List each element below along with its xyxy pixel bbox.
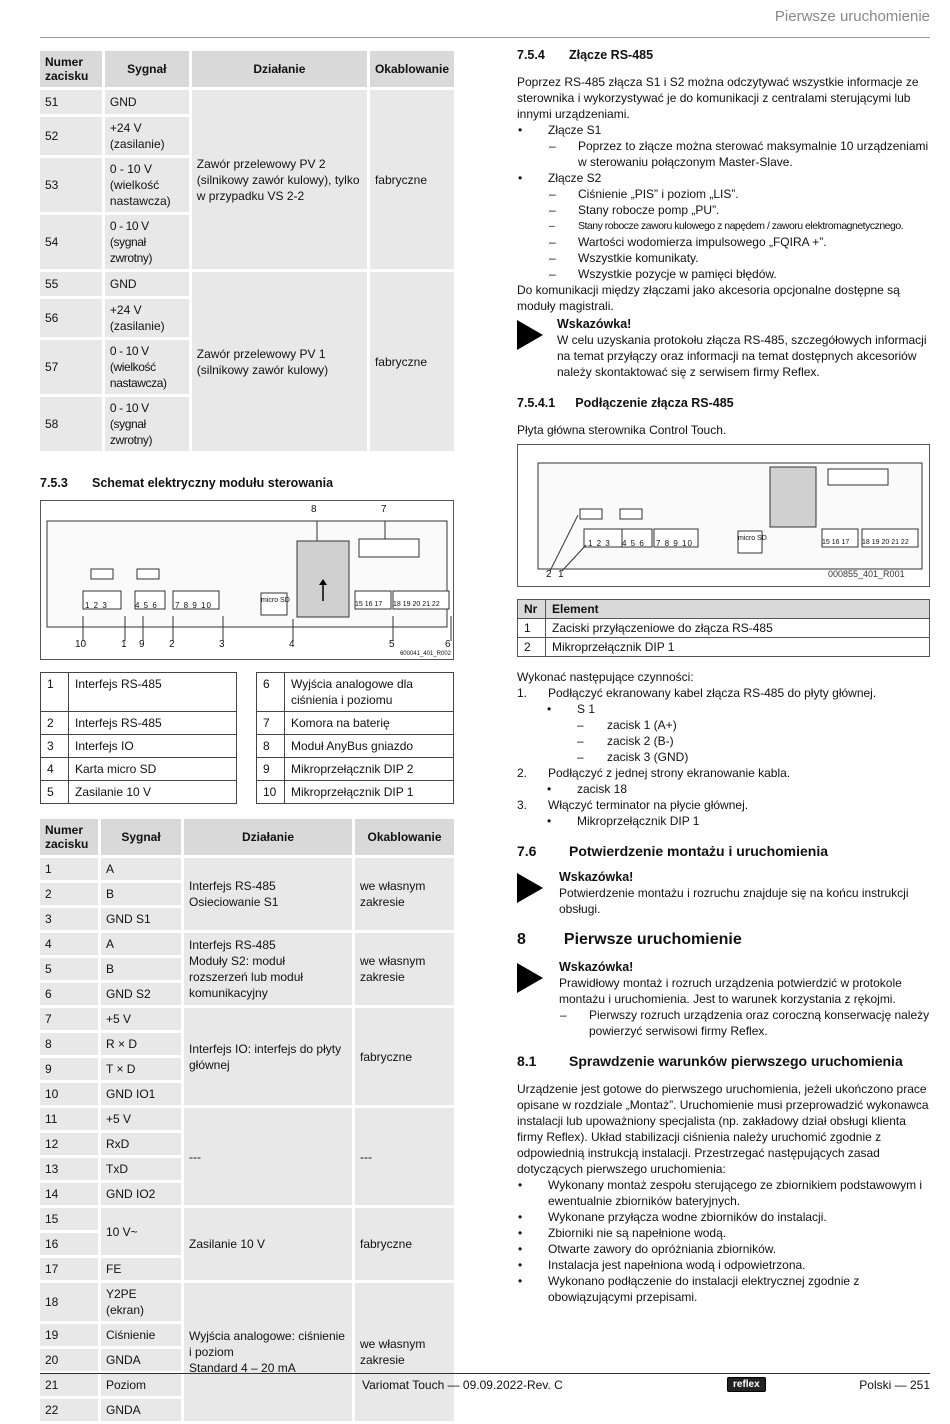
legend-number: 4 bbox=[41, 758, 69, 781]
terminal-number: 55 bbox=[40, 272, 102, 296]
action-line: Osieciowanie S1 bbox=[189, 895, 279, 909]
control-module-diagram bbox=[40, 500, 454, 660]
cabling-cell: fabryczne bbox=[355, 1008, 454, 1105]
signal: 0 - 10 V (sygnał zwrotny) bbox=[105, 397, 189, 451]
section-number: 8.1 bbox=[517, 1053, 537, 1069]
list-item: • Zbiorniki nie są napełnione wodą. bbox=[517, 1225, 930, 1241]
note-text: Potwierdzenie montażu i rozruchu znajduje się na końcu instrukcji obsługi. bbox=[559, 886, 909, 916]
legend-number: 5 bbox=[41, 781, 69, 804]
reflex-logo: reflex bbox=[727, 1377, 766, 1392]
callout-label: 6 bbox=[445, 639, 451, 650]
dash-list bbox=[548, 138, 930, 170]
terminal-number: 9 bbox=[40, 1058, 98, 1080]
note-title: Wskazówka! bbox=[557, 317, 632, 331]
cabling-cell: we własnym zakresie bbox=[355, 933, 454, 1005]
action-cell: Zawór przelewowy PV 1 (silnikowy zawór kulowy) bbox=[192, 272, 367, 451]
col-header: Sygnał bbox=[105, 51, 189, 87]
list-item: – Stany robocze pomp „PU”. bbox=[548, 202, 930, 218]
terminal-number: 16 bbox=[40, 1233, 98, 1255]
paragraph: Do komunikacji między złączami jako akcesoria opcjonalne dostępne są moduły magistrali. bbox=[517, 283, 900, 313]
signal: Ciśnienie bbox=[101, 1324, 181, 1346]
callout-label: 8 bbox=[311, 504, 317, 515]
legend-gap bbox=[237, 673, 257, 712]
terminal-group-label: 4 5 6 bbox=[135, 601, 158, 610]
page-header-title: Pierwsze uruchomienie bbox=[774, 8, 930, 25]
legend-gap bbox=[237, 712, 257, 735]
terminal-number: 4 bbox=[40, 933, 98, 955]
left-column bbox=[40, 48, 454, 1424]
callout-label: 1 bbox=[121, 639, 127, 650]
list-item: – Ciśnienie „PIS” i poziom „LIS”. bbox=[548, 186, 930, 202]
terminal-group-label: 15 16 17 bbox=[355, 601, 383, 608]
section-heading-7-6 bbox=[517, 843, 930, 859]
signal: 0 - 10 V (wielkość nastawcza) bbox=[105, 340, 189, 394]
bullet-list bbox=[517, 170, 930, 186]
terminal-number: 6 bbox=[40, 983, 98, 1005]
section-title: Podłączenie złącza RS-485 bbox=[575, 396, 734, 410]
paragraph: Płyta główna sterownika Control Touch. bbox=[517, 423, 727, 437]
sub-bullet-list bbox=[547, 781, 930, 797]
bullet-list bbox=[517, 1177, 930, 1305]
signal: R × D bbox=[101, 1033, 181, 1055]
section-number: 7.6 bbox=[517, 843, 537, 859]
action-line: Interfejs RS-485 bbox=[189, 879, 276, 893]
col-header: Okablowanie bbox=[370, 51, 454, 87]
col-header: Sygnał bbox=[101, 819, 181, 855]
element-number: 1 bbox=[518, 619, 546, 638]
element-text: Mikroprzełącznik DIP 1 bbox=[546, 638, 930, 657]
sub-bullet-list bbox=[547, 813, 930, 829]
terminal-number: 10 bbox=[40, 1083, 98, 1105]
section-number: 7.5.3 bbox=[40, 476, 68, 490]
legend-text: Interfejs RS-485 bbox=[69, 673, 237, 712]
legend-number: 9 bbox=[257, 758, 285, 781]
terminal-group-label: 15 16 17 bbox=[822, 539, 850, 546]
bullet-list bbox=[517, 122, 930, 138]
action-line: Interfejs RS-485 bbox=[189, 938, 276, 952]
list-item: – Poprzez to złącze można sterować maksymalnie 10 urządzeniami w sterowaniu połączonym Master-Slave. bbox=[548, 138, 930, 170]
list-item: • Instalacja jest napełniona wodą i odpowietrzona. bbox=[517, 1257, 930, 1273]
legend-text: Moduł AnyBus gniazdo bbox=[285, 735, 454, 758]
signal: GND IO2 bbox=[101, 1183, 181, 1205]
signal: GND S1 bbox=[101, 908, 181, 930]
action-line: Moduły S2: moduł rozszerzeń lub moduł komunikacyjny bbox=[189, 954, 304, 1000]
note-content bbox=[553, 869, 930, 917]
right-column bbox=[517, 48, 930, 1305]
action-cell bbox=[184, 933, 352, 1005]
drawing-code: 600041_401_R002 bbox=[399, 651, 451, 657]
list-item: – zacisk 2 (B-) bbox=[577, 733, 930, 749]
steps-list bbox=[517, 685, 930, 701]
signal: B bbox=[101, 883, 181, 905]
legend-number: 3 bbox=[41, 735, 69, 758]
step-item bbox=[517, 797, 930, 813]
action-cell: Zasilanie 10 V bbox=[184, 1208, 352, 1280]
col-header: Okablowanie bbox=[355, 819, 454, 855]
step-text: Włączyć terminator na płycie głównej. bbox=[548, 798, 749, 812]
element-number: 2 bbox=[518, 638, 546, 657]
list-item: • Wykonane przyłącza wodne zbiorników do instalacji. bbox=[517, 1209, 930, 1225]
section-heading-8-1 bbox=[517, 1053, 930, 1069]
terminal-number: 22 bbox=[40, 1399, 98, 1421]
cabling-cell: --- bbox=[355, 1108, 454, 1205]
signal: TxD bbox=[101, 1158, 181, 1180]
section-title: Sprawdzenie warunków pierwszego uruchomienia bbox=[569, 1053, 903, 1069]
legend-number: 10 bbox=[257, 781, 285, 804]
steps-list bbox=[517, 797, 930, 813]
legend-text: Mikroprzełącznik DIP 2 bbox=[285, 758, 454, 781]
terminal-group-label: 18 19 20 21 22 bbox=[862, 539, 909, 546]
step-item bbox=[517, 765, 930, 781]
list-item: • zacisk 18 bbox=[547, 781, 930, 797]
terminal-number: 21 bbox=[40, 1374, 98, 1396]
signal: 0 - 10 V (sygnał zwrotny) bbox=[105, 215, 189, 269]
note-arrow-icon bbox=[517, 873, 543, 903]
footer-document: Variomat Touch — 09.09.2022-Rev. C bbox=[362, 1378, 563, 1392]
dash-list bbox=[559, 1007, 930, 1039]
signal: RxD bbox=[101, 1133, 181, 1155]
col-header: Element bbox=[546, 600, 930, 619]
section-title: Złącze RS-485 bbox=[569, 48, 654, 62]
sub-dash-list bbox=[577, 717, 930, 765]
sd-card-label: micro SD bbox=[738, 535, 767, 542]
terminal-number: 11 bbox=[40, 1108, 98, 1130]
signal: GND S2 bbox=[101, 983, 181, 1005]
note-box bbox=[517, 316, 930, 380]
legend-text: Interfejs RS-485 bbox=[69, 712, 237, 735]
list-item: – Pierwszy rozruch urządzenia oraz coroczną konserwację należy powierzyć serwisowi firmy Reflex. bbox=[559, 1007, 930, 1039]
drawing-code: 000855_401_R001 bbox=[828, 569, 905, 579]
list-item: – Wartości wodomierza impulsowego „FQIRA +”. bbox=[548, 234, 930, 250]
page-footer bbox=[40, 1378, 930, 1394]
note-text: W celu uzyskania protokołu złącza RS-485, szczegółowych informacji na temat przyłączy oraz informacji na temat dostępnych akcesoriów należy skontaktować się z serwisem firmy Reflex. bbox=[557, 333, 927, 379]
note-title: Wskazówka! bbox=[559, 870, 634, 884]
legend-text: Mikroprzełącznik DIP 1 bbox=[285, 781, 454, 804]
cabling-cell: we własnym zakresie bbox=[355, 1283, 454, 1421]
col-header: Numer zacisku bbox=[40, 819, 98, 855]
legend-number: 1 bbox=[41, 673, 69, 712]
section-title: Schemat elektryczny modułu sterowania bbox=[92, 476, 334, 490]
callout-label: 5 bbox=[389, 639, 395, 650]
step-text: Podłączyć ekranowany kabel złącza RS-485 do płyty głównej. bbox=[548, 686, 877, 700]
step-number: 3. bbox=[517, 798, 528, 812]
note-content bbox=[553, 316, 930, 380]
terminal-number: 14 bbox=[40, 1183, 98, 1205]
section-number: 7.5.4.1 bbox=[517, 396, 556, 410]
paragraph: Urządzenie jest gotowe do pierwszego uruchomienia, jeżeli ukończono prace opisane w rozdziale „Montaż”. Uruchomienie musi przeprowadzić wykonawca instalacji lub upoważniony specjalista (np. zakładowy dział obsługi klienta firmy Reflex). Układ stabilizacji ciśnienia należy uruchomić zgodnie z odpowiednią instrukcją instalacji. Przestrzegać następujących zasad dotyczących pierwszego uruchomienia: bbox=[517, 1082, 929, 1176]
list-item: • Wykonano podłączenie do instalacji elektrycznej zgodnie z obowiązującymi przepisami. bbox=[517, 1273, 930, 1305]
list-item: • Wykonany montaż zespołu sterującego ze zbiornikiem podstawowym i ewentualnie zbiorników bateryjnych. bbox=[517, 1177, 930, 1209]
section-heading-7-5-4 bbox=[517, 48, 930, 62]
signal: +5 V bbox=[101, 1108, 181, 1130]
terminal-number: 57 bbox=[40, 340, 102, 394]
signal: T × D bbox=[101, 1058, 181, 1080]
callout-label: 2 bbox=[546, 569, 552, 580]
terminal-number: 19 bbox=[40, 1324, 98, 1346]
terminal-number: 7 bbox=[40, 1008, 98, 1030]
signal: GNDA bbox=[101, 1349, 181, 1371]
terminal-number: 56 bbox=[40, 299, 102, 337]
list-item: – Wszystkie komunikaty. bbox=[548, 250, 930, 266]
signal: Poziom bbox=[101, 1374, 181, 1396]
signal: FE bbox=[101, 1258, 181, 1280]
mainboard-diagram bbox=[517, 444, 930, 587]
footer-page-number: Polski — 251 bbox=[859, 1378, 930, 1392]
terminal-number: 20 bbox=[40, 1349, 98, 1371]
terminal-number: 12 bbox=[40, 1133, 98, 1155]
legend-text: Wyjścia analogowe dla ciśnienia i poziomu bbox=[285, 673, 454, 712]
section-heading-7-5-3 bbox=[40, 476, 454, 490]
legend-gap bbox=[237, 735, 257, 758]
signal: GND IO1 bbox=[101, 1083, 181, 1105]
terminal-group-label: 18 19 20 21 22 bbox=[393, 601, 440, 608]
legend-number: 6 bbox=[257, 673, 285, 712]
terminal-number: 53 bbox=[40, 158, 102, 212]
step-number: 1. bbox=[517, 686, 528, 700]
terminal-group-label: 4 5 6 bbox=[622, 539, 645, 548]
legend-gap bbox=[237, 758, 257, 781]
legend-number: 2 bbox=[41, 712, 69, 735]
chapter-number: 8 bbox=[517, 931, 526, 948]
signal: +5 V bbox=[101, 1008, 181, 1030]
col-header: Działanie bbox=[184, 819, 352, 855]
header-rule bbox=[40, 37, 930, 38]
terminal-number: 15 bbox=[40, 1208, 98, 1230]
sub-bullet-list bbox=[547, 701, 930, 717]
legend-text: Komora na baterię bbox=[285, 712, 454, 735]
terminal-group-label: 1 2 3 bbox=[588, 539, 611, 548]
terminal-number: 1 bbox=[40, 858, 98, 880]
cabling-cell: fabryczne bbox=[370, 90, 454, 269]
chapter-title: Pierwsze uruchomienie bbox=[563, 931, 742, 948]
callout-label: 3 bbox=[219, 639, 225, 650]
note-content bbox=[553, 959, 930, 1039]
signal: B bbox=[101, 958, 181, 980]
col-header: Działanie bbox=[192, 51, 367, 87]
cabling-cell: we własnym zakresie bbox=[355, 858, 454, 930]
list-item: • Otwarte zawory do opróżniania zbiorników. bbox=[517, 1241, 930, 1257]
terminal-number: 52 bbox=[40, 117, 102, 155]
step-text: Podłączyć z jednej strony ekranowanie kabla. bbox=[548, 766, 791, 780]
legend-text: Karta micro SD bbox=[69, 758, 237, 781]
terminal-table-1-22 bbox=[37, 816, 457, 1424]
signal: +24 V (zasilanie) bbox=[105, 299, 189, 337]
note-arrow-icon bbox=[517, 963, 543, 993]
legend-number: 7 bbox=[257, 712, 285, 735]
element-table bbox=[517, 599, 930, 657]
terminal-number: 17 bbox=[40, 1258, 98, 1280]
section-title: Potwierdzenie montażu i uruchomienia bbox=[569, 843, 829, 859]
callout-label: 4 bbox=[289, 639, 295, 650]
diagram-legend bbox=[40, 672, 454, 804]
callout-label: 10 bbox=[75, 639, 87, 650]
signal: GND bbox=[105, 90, 189, 114]
cabling-cell: fabryczne bbox=[355, 1208, 454, 1280]
list-item: • Złącze S1 bbox=[517, 122, 930, 138]
list-item: – Wszystkie pozycje w pamięci błędów. bbox=[548, 266, 930, 282]
action-cell bbox=[184, 1283, 352, 1421]
callout-label: 9 bbox=[139, 639, 145, 650]
mainboard-drawing bbox=[518, 445, 929, 586]
sd-card-label: micro SD bbox=[261, 597, 290, 604]
list-item: • S 1 bbox=[547, 701, 930, 717]
action-line: Standard 4 – 20 mA bbox=[189, 1361, 296, 1375]
list-item: • Mikroprzełącznik DIP 1 bbox=[547, 813, 930, 829]
action-cell: Zawór przelewowy PV 2 (silnikowy zawór kulowy), tylko w przypadku VS 2-2 bbox=[192, 90, 367, 269]
chapter-heading-8 bbox=[517, 931, 930, 949]
note-text: Prawidłowy montaż i rozruch urządzenia potwierdzić w protokole montażu i uruchomienia. Jest to warunek korzystania z rękojmi. bbox=[559, 976, 902, 1006]
terminal-number: 5 bbox=[40, 958, 98, 980]
terminal-number: 13 bbox=[40, 1158, 98, 1180]
control-module-drawing bbox=[41, 501, 453, 659]
section-heading-7-5-4-1 bbox=[517, 396, 930, 410]
terminal-group-label: 7 8 9 10 bbox=[175, 601, 212, 610]
legend-number: 8 bbox=[257, 735, 285, 758]
legend-text: Zasilanie 10 V bbox=[69, 781, 237, 804]
note-box bbox=[517, 869, 930, 917]
cabling-cell: fabryczne bbox=[370, 272, 454, 451]
terminal-number: 3 bbox=[40, 908, 98, 930]
terminal-number: 2 bbox=[40, 883, 98, 905]
signal: A bbox=[101, 858, 181, 880]
action-cell bbox=[184, 858, 352, 930]
terminal-number: 51 bbox=[40, 90, 102, 114]
legend-gap bbox=[237, 781, 257, 804]
action-cell: Interfejs IO: interfejs do płyty głównej bbox=[184, 1008, 352, 1105]
list-item: – zacisk 3 (GND) bbox=[577, 749, 930, 765]
section-number: 7.5.4 bbox=[517, 48, 545, 62]
footer-rule bbox=[40, 1373, 930, 1374]
signal: Y2PE (ekran) bbox=[101, 1283, 181, 1321]
paragraph: Wykonać następujące czynności: bbox=[517, 670, 694, 684]
callout-label: 7 bbox=[381, 504, 387, 515]
legend-text: Interfejs IO bbox=[69, 735, 237, 758]
signal: A bbox=[101, 933, 181, 955]
steps-list bbox=[517, 765, 930, 781]
terminal-number: 54 bbox=[40, 215, 102, 269]
terminal-table-51-58 bbox=[37, 48, 457, 454]
step-item bbox=[517, 685, 930, 701]
terminal-group-label: 7 8 9 10 bbox=[656, 539, 693, 548]
callout-label: 2 bbox=[169, 639, 175, 650]
paragraph: Poprzez RS-485 złącza S1 i S2 można odczytywać wszystkie informacje ze sterownika i wykorzystywać je do komunikacji z centralami sterującymi lub innymi urządzeniami. bbox=[517, 75, 919, 121]
note-box bbox=[517, 959, 930, 1039]
col-header: Nr bbox=[518, 600, 546, 619]
signal: 0 - 10 V (wielkość nastawcza) bbox=[105, 158, 189, 212]
dash-list bbox=[548, 186, 930, 282]
signal: GND bbox=[105, 272, 189, 296]
list-item: – zacisk 1 (A+) bbox=[577, 717, 930, 733]
action-line: Wyjścia analogowe: ciśnienie i poziom bbox=[189, 1329, 345, 1359]
callout-label: 1 bbox=[558, 569, 564, 580]
note-title: Wskazówka! bbox=[559, 960, 634, 974]
signal: +24 V (zasilanie) bbox=[105, 117, 189, 155]
terminal-number: 8 bbox=[40, 1033, 98, 1055]
terminal-number: 58 bbox=[40, 397, 102, 451]
terminal-number: 18 bbox=[40, 1283, 98, 1321]
signal: GNDA bbox=[101, 1399, 181, 1421]
element-text: Zaciski przyłączeniowe do złącza RS-485 bbox=[546, 619, 930, 638]
list-item: – Stany robocze zaworu kulowego z napędem / zaworu elektromagnetycznego. bbox=[548, 218, 930, 234]
terminal-group-label: 1 2 3 bbox=[85, 601, 108, 610]
action-cell: --- bbox=[184, 1108, 352, 1205]
signal: 10 V~ bbox=[101, 1208, 181, 1255]
step-number: 2. bbox=[517, 766, 528, 780]
list-item: • Złącze S2 bbox=[517, 170, 930, 186]
note-arrow-icon bbox=[517, 320, 543, 350]
col-header: Numer zacisku bbox=[40, 51, 102, 87]
